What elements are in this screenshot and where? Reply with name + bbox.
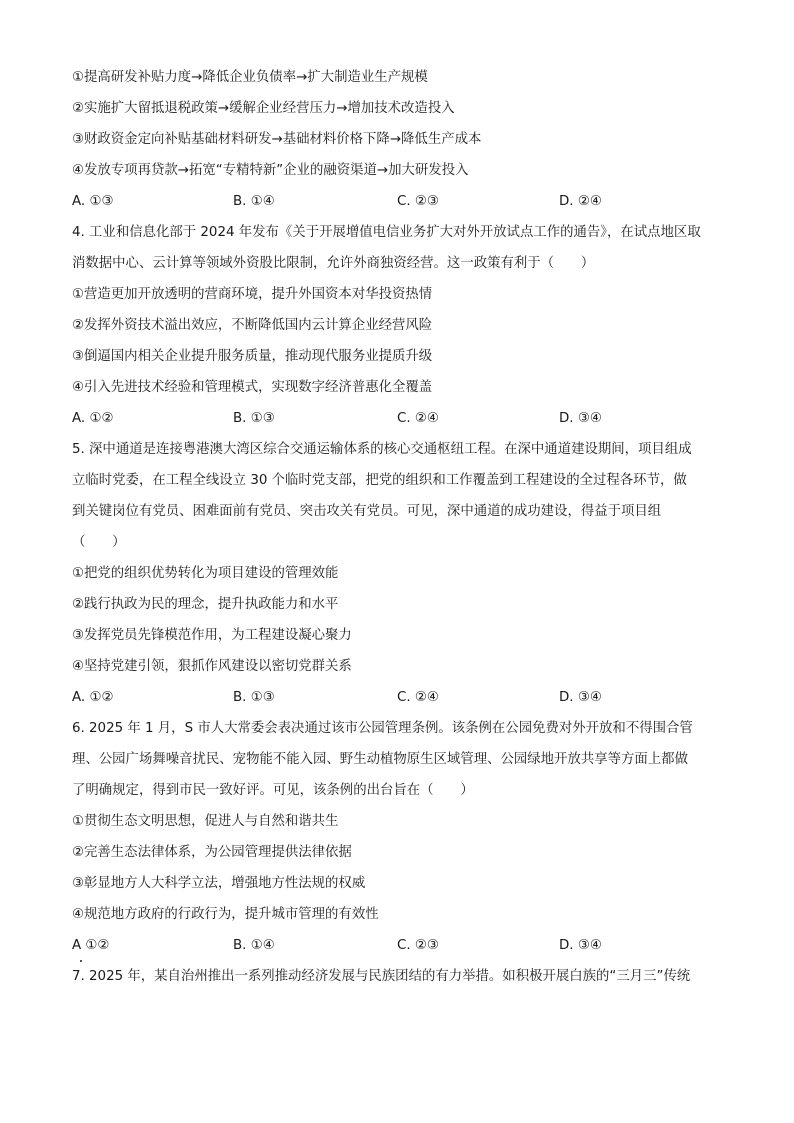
answer-choices	[72, 186, 732, 217]
option-3: ③倒逼国内相关企业提升服务质量，推动现代服务业提质升级	[72, 349, 433, 364]
option-1: ①贯彻生态文明思想，促进人与自然和谐共生	[72, 814, 339, 829]
question-6	[72, 713, 732, 961]
choice-c: C. ②③	[397, 938, 439, 953]
question-stem-line: 7. 2025 年，某自治州推出一系列推动经济发展与民族团结的有力举措。如积极开展白族的“三月三”传统	[72, 969, 691, 984]
choice-a: A. ①②	[72, 690, 114, 705]
question-stem-line: 6. 2025 年 1 月，S 市人大常委会表决通过该市公园管理条例。该条例在公园免费对外开放和不得围合管	[72, 721, 693, 736]
choice-d: D. ③④	[559, 690, 602, 705]
choice-c: C. ②③	[397, 194, 439, 209]
option-3: ③发挥党员先锋模范作用，为工程建设凝心聚力	[72, 628, 352, 643]
option-2: ②完善生态法律体系，为公园管理提供法律依据	[72, 845, 352, 860]
choice-c: C. ②④	[397, 690, 439, 705]
question-7	[72, 961, 732, 992]
choice-d: D. ③④	[559, 411, 602, 426]
choice-d: D. ③④	[559, 938, 602, 953]
question-stem-line: 了明确规定，得到市民一致好评。可见，该条例的出台旨在（ ）	[72, 783, 474, 798]
choice-b: B. ①③	[233, 411, 275, 426]
stray-mark	[80, 960, 82, 962]
question-5	[72, 434, 732, 713]
option-4: ④发放专项再贷款→拓宽“专精特新”企业的融资渠道→加大研发投入	[72, 163, 469, 178]
option-4: ④引入先进技术经验和管理模式，实现数字经济普惠化全覆盖	[72, 380, 433, 395]
question-stem-line: 立临时党委，在工程全线设立 30 个临时党支部，把党的组织和工作覆盖到工程建设的全过程各环节，做	[72, 473, 687, 488]
exam-page	[72, 62, 732, 992]
answer-choices	[72, 682, 732, 713]
question-stem-line: 消数据中心、云计算等领域外资股比限制，允许外商独资经营。这一政策有利于（ ）	[72, 256, 595, 271]
choice-b: B. ①④	[233, 938, 275, 953]
option-2: ②实施扩大留抵退税政策→缓解企业经营压力→增加技术改造投入	[72, 101, 455, 116]
option-3: ③财政资金定向补贴基础材料研发→基础材料价格下降→降低生产成本	[72, 132, 482, 147]
choice-a: A ①②	[72, 938, 110, 953]
question-stem-line: 到关键岗位有党员、困难面前有党员、突击攻关有党员。可见，深中通道的成功建设，得益于项目组	[72, 504, 662, 519]
choice-d: D. ②④	[559, 194, 602, 209]
question-stem-line: 5. 深中通道是连接粤港澳大湾区综合交通运输体系的核心交通枢纽工程。在深中通道建设期间，项目组成	[72, 442, 692, 457]
option-1: ①把党的组织优势转化为项目建设的管理效能	[72, 566, 339, 581]
choice-a: A. ①②	[72, 411, 114, 426]
answer-choices	[72, 403, 732, 434]
question-stem-line: （ ）	[72, 535, 126, 550]
option-3: ③彰显地方人大科学立法，增强地方性法规的权威	[72, 876, 366, 891]
option-4: ④规范地方政府的行政行为，提升城市管理的有效性	[72, 907, 379, 922]
option-1: ①提高研发补贴力度→降低企业负债率→扩大制造业生产规模	[72, 70, 428, 85]
question-stem-line: 理、公园广场舞噪音扰民、宠物能不能入园、野生动植物原生区域管理、公园绿地开放共享等方面上都做	[72, 752, 688, 767]
answer-choices	[72, 930, 732, 961]
choice-c: C. ②④	[397, 411, 439, 426]
option-2: ②发挥外资技术溢出效应，不断降低国内云计算企业经营风险	[72, 318, 433, 333]
choice-b: B. ①④	[233, 194, 275, 209]
choice-b: B. ①③	[233, 690, 275, 705]
choice-a: A. ①③	[72, 194, 114, 209]
question-4	[72, 217, 732, 434]
question-stem-line: 4. 工业和信息化部于 2024 年发布《关于开展增值电信业务扩大对外开放试点工作的通告》，在试点地区取	[72, 225, 701, 240]
question-3-options	[72, 62, 732, 217]
option-1: ①营造更加开放透明的营商环境，提升外国资本对华投资热情	[72, 287, 433, 302]
option-4: ④坚持党建引领，狠抓作风建设以密切党群关系	[72, 659, 352, 674]
option-2: ②践行执政为民的理念，提升执政能力和水平	[72, 597, 339, 612]
